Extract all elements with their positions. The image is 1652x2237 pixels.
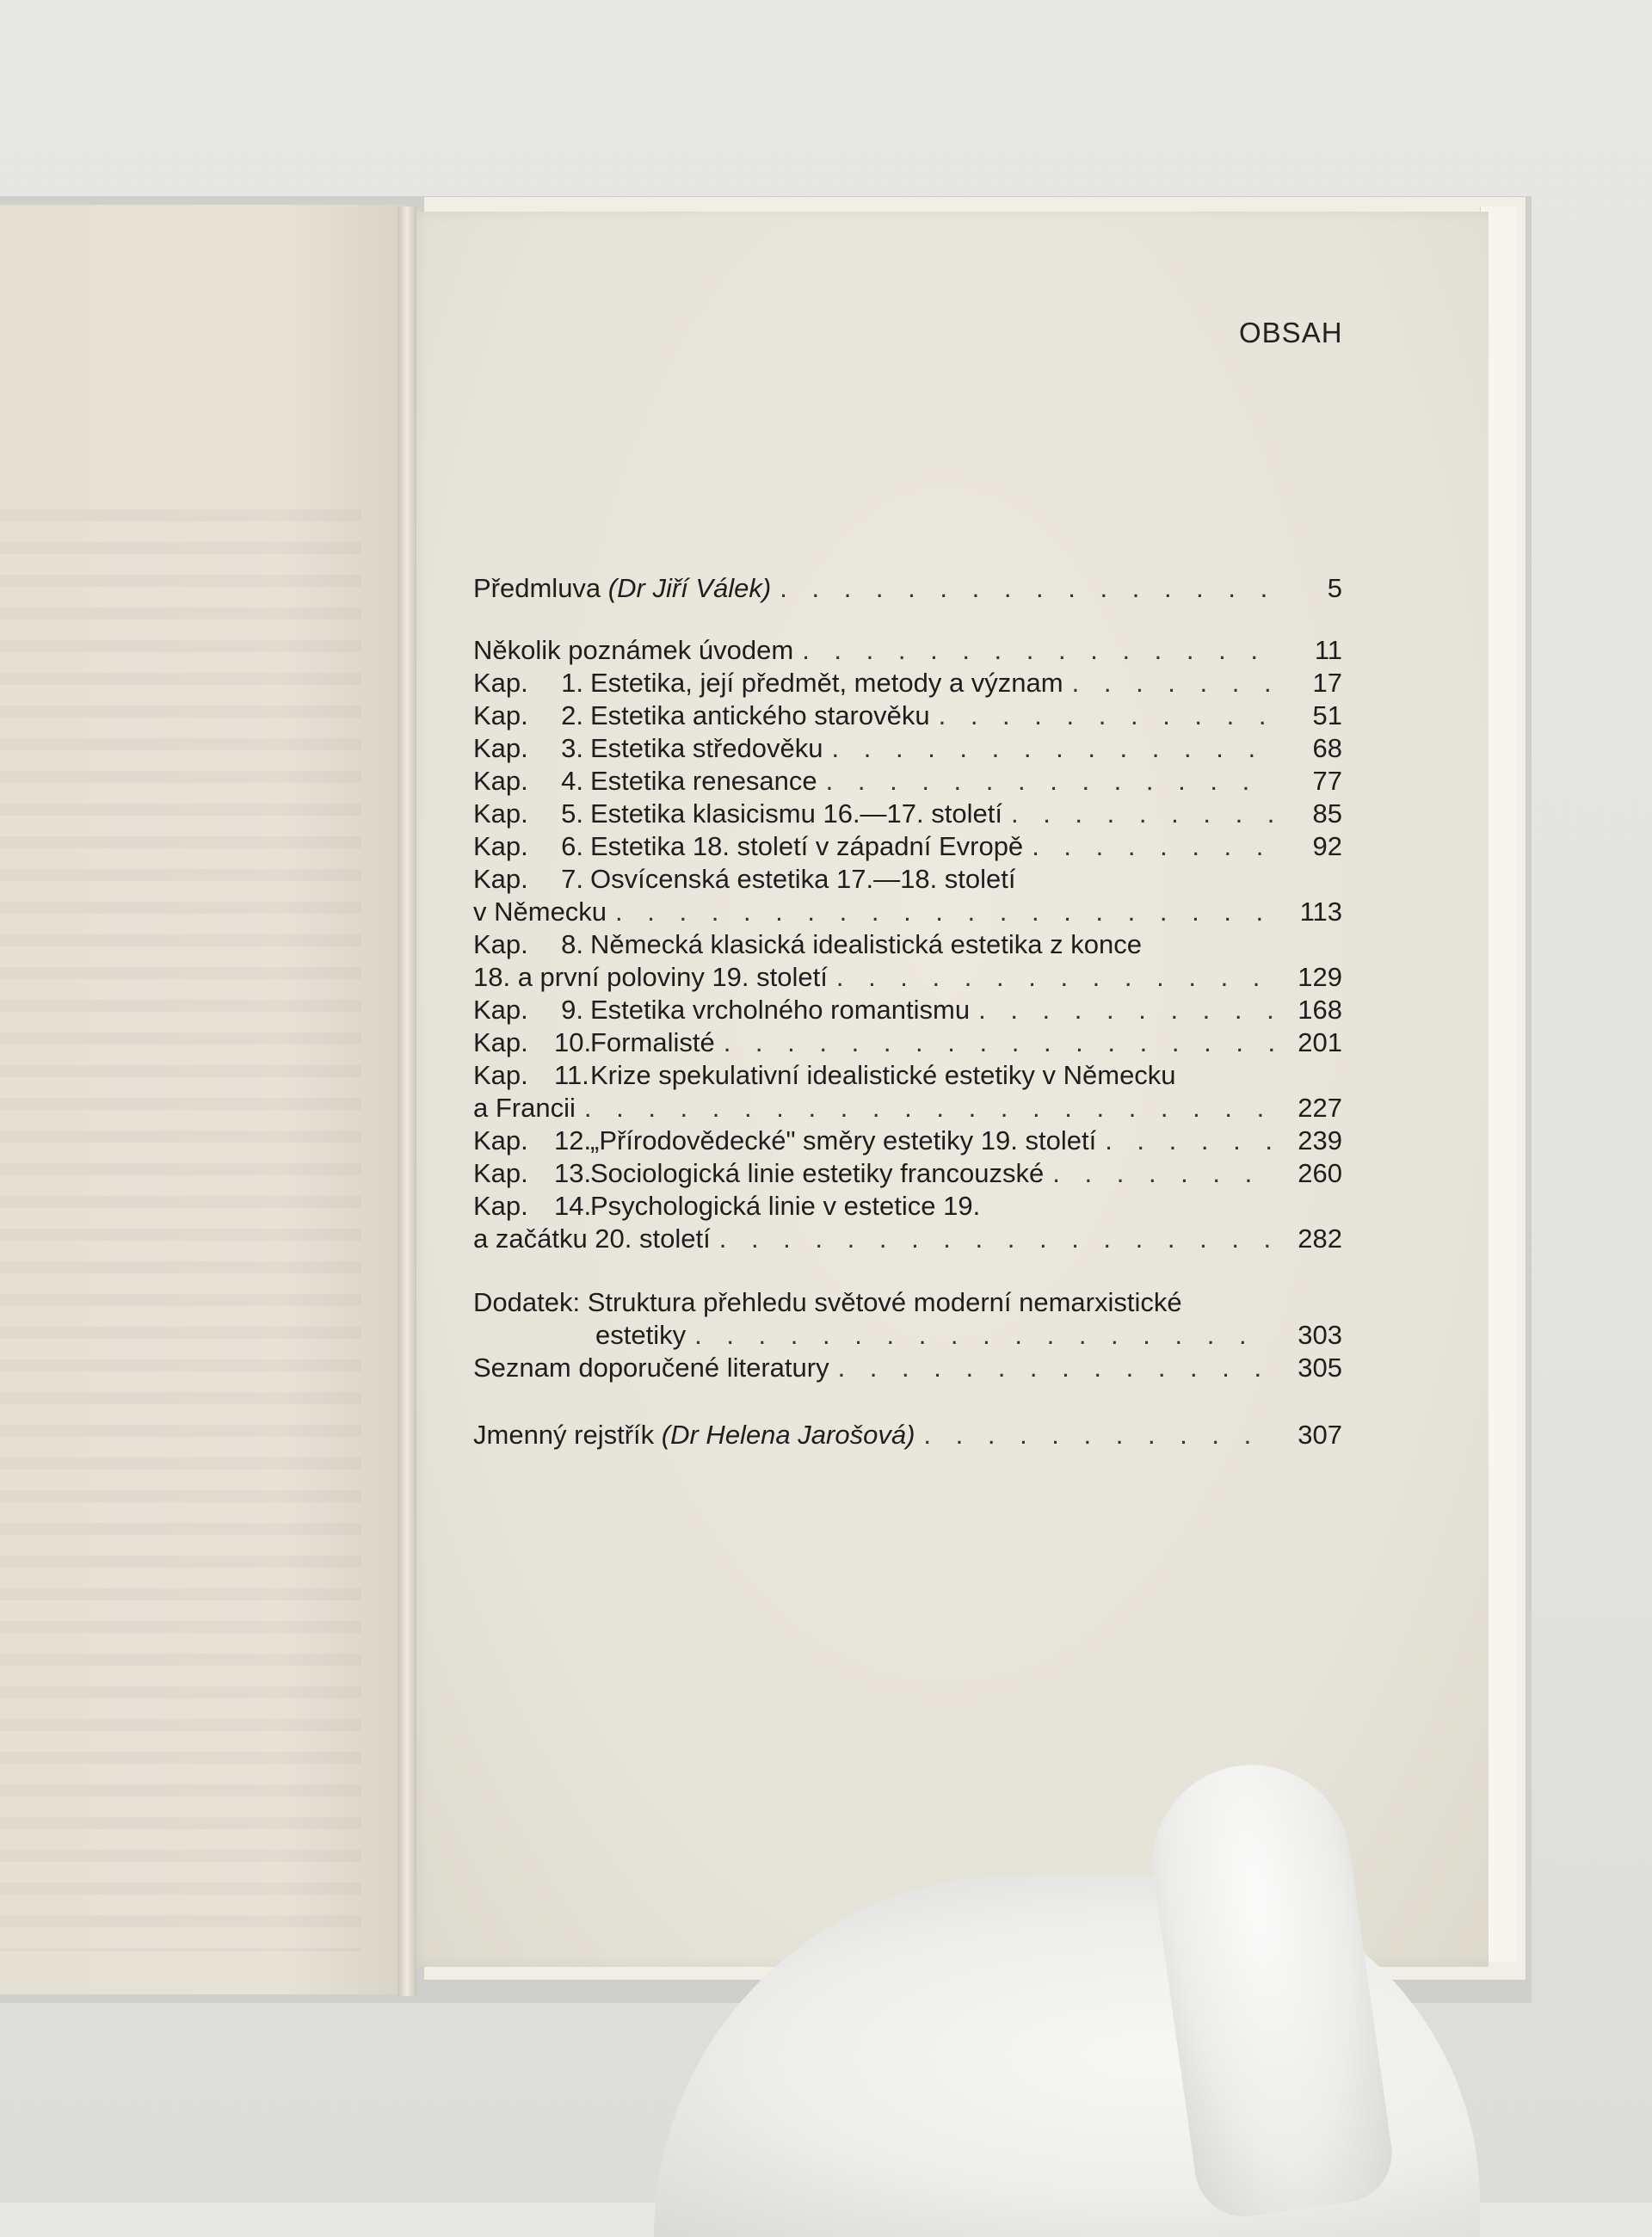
entry-text: Několik poznámek úvodem [473, 635, 794, 665]
page-number: 17 [1312, 668, 1342, 698]
toc-entry[interactable] [473, 1223, 1342, 1255]
toc-entry-title [473, 1026, 715, 1059]
entry-text: 18. a první poloviny 19. století [473, 962, 828, 992]
page-number: 282 [1298, 1223, 1342, 1254]
show-through-text [0, 489, 361, 1951]
entry-text: Německá klasická idealistická estetika z konce [590, 929, 1142, 959]
toc-entry-title [473, 896, 607, 928]
toc-entry-title [473, 1092, 576, 1125]
entry-author: (Dr Helena Jarošová) [661, 1420, 915, 1450]
entry-text: Psychologická linie v estetice 19. [590, 1191, 981, 1221]
chapter-abbrev: Kap. [473, 1191, 528, 1221]
page-number: 68 [1312, 733, 1342, 763]
toc-entry-title [473, 1059, 1176, 1092]
toc-section [473, 1286, 1342, 1384]
entry-text: Sociologická linie estetiky francouzské [590, 1158, 1045, 1188]
leader-dots [576, 1092, 1273, 1125]
toc-entry[interactable] [473, 830, 1342, 863]
toc-entry[interactable] [473, 1419, 1342, 1451]
toc-entry-title [473, 798, 1002, 830]
entry-text: Formalisté [590, 1027, 715, 1057]
toc-entry-title [473, 765, 817, 798]
toc-entry-title [473, 1319, 686, 1352]
entry-text: Předmluva [473, 573, 608, 603]
chapter-abbrev: Kap. [473, 864, 528, 894]
chapter-number: 1. [561, 668, 583, 698]
chapter-number: 8. [561, 929, 583, 959]
toc-section [473, 1419, 1342, 1451]
chapter-abbrev: Kap. [473, 995, 528, 1025]
toc-entry-title [473, 863, 1016, 896]
entry-text: Estetika renesance [590, 766, 817, 796]
entry-author: (Dr Jiří Válek) [607, 573, 772, 603]
leader-dots [1002, 798, 1273, 830]
page-number: 239 [1298, 1125, 1342, 1155]
toc-entry-title [473, 572, 771, 605]
toc-entry-title [473, 928, 1142, 961]
toc-entry[interactable] [473, 928, 1342, 961]
toc-entry-title [473, 699, 930, 732]
toc-section [473, 634, 1342, 1255]
toc-entry-title [473, 994, 970, 1026]
entry-text: Estetika 18. století v západní Evropě [590, 831, 1024, 861]
chapter-number: 4. [561, 766, 583, 796]
page-number: 168 [1298, 995, 1342, 1025]
page-number: 201 [1298, 1027, 1342, 1057]
toc-entry-title [473, 1352, 829, 1384]
toc-entry[interactable] [473, 699, 1342, 732]
entry-text: Osvícenská estetika 17.—18. století [590, 864, 1016, 894]
leader-dots [817, 765, 1273, 798]
leader-dots [1023, 830, 1273, 863]
toc-entry-title [473, 830, 1023, 863]
entry-text: Estetika klasicismu 16.—17. století [590, 798, 1002, 829]
page-number: 5 [1327, 573, 1342, 603]
chapter-number: 11. [554, 1060, 589, 1090]
toc-entry[interactable] [473, 572, 1342, 605]
page-number: 129 [1298, 962, 1342, 992]
entry-text: Krize spekulativní idealistické estetiky v Německu [590, 1060, 1176, 1090]
chapter-number: 3. [561, 733, 583, 763]
page-number: 305 [1298, 1353, 1342, 1383]
toc-entry-title [473, 1419, 915, 1451]
chapter-abbrev: Kap. [473, 1125, 528, 1155]
chapter-abbrev: Kap. [473, 1158, 528, 1188]
entry-text: Seznam doporučené literatury [473, 1353, 829, 1383]
toc-entry[interactable] [473, 1157, 1342, 1190]
leader-dots [915, 1419, 1273, 1451]
toc-entry-title [473, 732, 823, 765]
leader-dots [711, 1223, 1273, 1255]
leader-dots [686, 1319, 1273, 1352]
toc-entry[interactable] [473, 896, 1342, 928]
entry-text: a začátku 20. století [473, 1223, 711, 1254]
page-number: 11 [1314, 635, 1342, 665]
page-number: 260 [1298, 1158, 1342, 1188]
leader-dots [715, 1026, 1273, 1059]
chapter-abbrev: Kap. [473, 733, 528, 763]
toc-entry[interactable] [473, 994, 1342, 1026]
page-number: 51 [1312, 700, 1342, 730]
leader-dots [829, 1352, 1273, 1384]
entry-text: a Francii [473, 1093, 576, 1123]
entry-text: Estetika vrcholného romantismu [590, 995, 971, 1025]
chapter-number: 14. [554, 1191, 592, 1221]
leader-dots [771, 572, 1273, 605]
toc-entry-title [473, 961, 828, 994]
entry-text: Estetika antického starověku [590, 700, 930, 730]
chapter-abbrev: Kap. [473, 798, 528, 829]
toc-entry[interactable] [473, 1059, 1342, 1092]
entry-text: Dodatek: Struktura přehledu světové moderní nemarxistické [473, 1287, 1182, 1317]
toc-entry[interactable] [473, 798, 1342, 830]
left-page [0, 205, 404, 1994]
toc-entry[interactable] [473, 765, 1342, 798]
chapter-abbrev: Kap. [473, 929, 528, 959]
toc-entry[interactable] [473, 1319, 1342, 1352]
page-number: 113 [1299, 897, 1342, 927]
toc-entry-title [473, 634, 793, 667]
toc-entry[interactable] [473, 863, 1342, 896]
leader-dots [1044, 1157, 1273, 1190]
toc-section [473, 572, 1342, 605]
chapter-abbrev: Kap. [473, 668, 528, 698]
toc-entry[interactable] [473, 1026, 1342, 1059]
leader-dots [930, 699, 1273, 732]
book-spine [398, 206, 416, 1996]
page-number: 85 [1312, 798, 1342, 829]
leader-dots [828, 961, 1273, 994]
entry-text: „Přírodovědecké" směry estetiky 19. století [590, 1125, 1097, 1155]
page-number: 227 [1298, 1093, 1342, 1123]
toc-entry[interactable] [473, 1286, 1342, 1319]
page-number: 307 [1298, 1420, 1342, 1450]
leader-dots [823, 732, 1273, 765]
page-number: 92 [1312, 831, 1342, 861]
chapter-number: 9. [561, 995, 583, 1025]
chapter-number: 5. [561, 798, 583, 829]
table-of-contents [473, 572, 1342, 1451]
chapter-number: 12. [554, 1125, 592, 1155]
entry-text: v Německu [473, 897, 607, 927]
chapter-abbrev: Kap. [473, 1060, 528, 1090]
leader-dots [970, 994, 1273, 1026]
leader-dots [607, 896, 1273, 928]
chapter-abbrev: Kap. [473, 831, 528, 861]
page-heading: OBSAH [1239, 317, 1343, 348]
toc-entry[interactable] [473, 1092, 1342, 1125]
toc-entry-title [473, 1157, 1044, 1190]
leader-dots [1063, 667, 1273, 699]
toc-entry[interactable] [473, 667, 1342, 699]
entry-text: Estetika, její předmět, metody a význam [590, 668, 1063, 698]
toc-entry[interactable] [473, 1125, 1342, 1157]
chapter-number: 10. [554, 1027, 592, 1057]
toc-entry-title [473, 1125, 1096, 1157]
toc-entry-title [473, 1286, 1182, 1319]
chapter-abbrev: Kap. [473, 700, 528, 730]
toc-entry[interactable] [473, 732, 1342, 765]
chapter-number: 6. [561, 831, 583, 861]
chapter-abbrev: Kap. [473, 1027, 528, 1057]
chapter-abbrev: Kap. [473, 766, 528, 796]
leader-dots [793, 634, 1273, 667]
toc-entry-title [473, 667, 1063, 699]
page-number: 303 [1298, 1320, 1342, 1350]
toc-entry[interactable] [473, 1190, 1342, 1223]
toc-entry[interactable] [473, 961, 1342, 994]
chapter-number: 7. [561, 864, 583, 894]
entry-text: estetiky [595, 1320, 687, 1350]
entry-text: Jmenný rejstřík [473, 1420, 662, 1450]
toc-entry[interactable] [473, 634, 1342, 667]
leader-dots [1096, 1125, 1273, 1157]
toc-entry-title [473, 1190, 980, 1223]
toc-entry-title [473, 1223, 711, 1255]
chapter-number: 13. [554, 1158, 592, 1188]
toc-entry[interactable] [473, 1352, 1342, 1384]
entry-text: Estetika středověku [590, 733, 823, 763]
chapter-number: 2. [561, 700, 583, 730]
page-number: 77 [1312, 766, 1342, 796]
